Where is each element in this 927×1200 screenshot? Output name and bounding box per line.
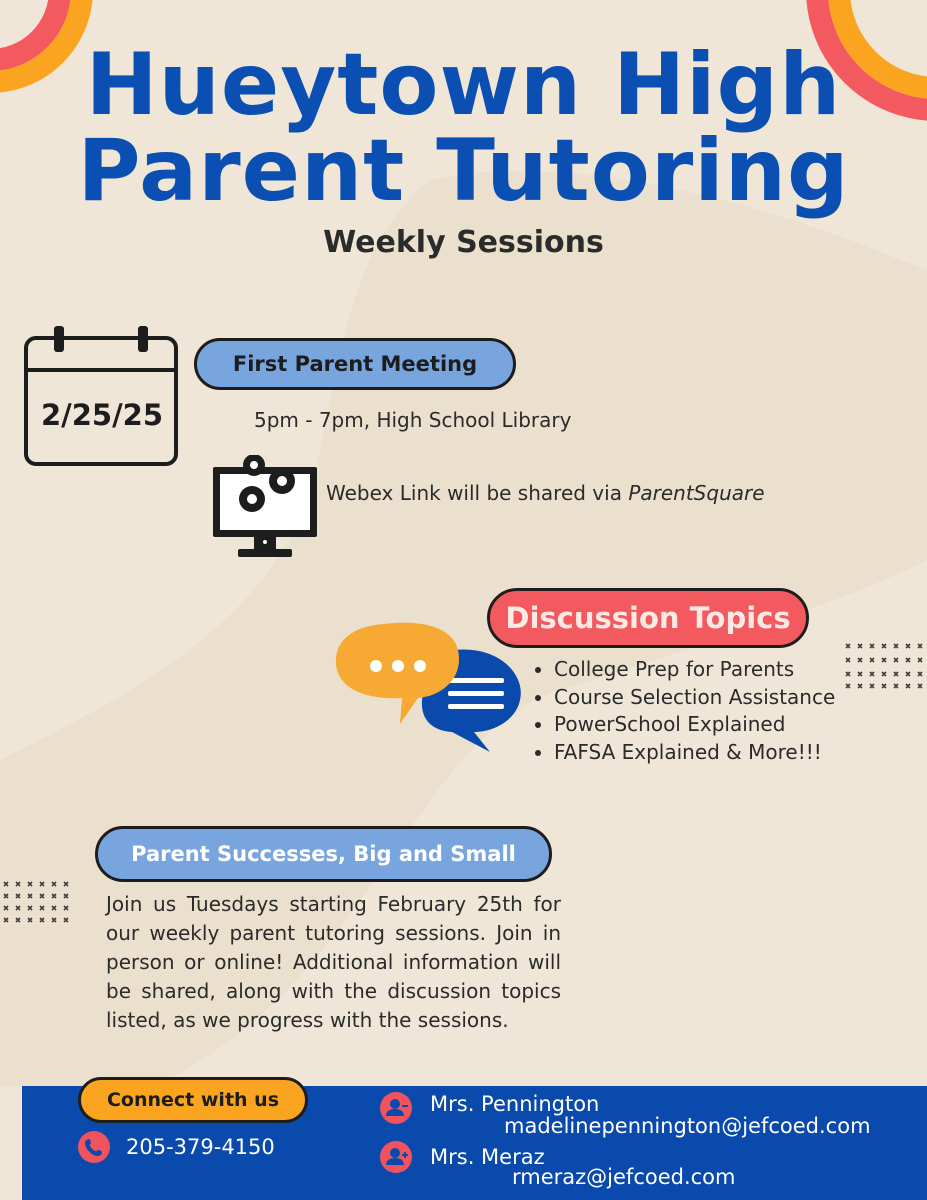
person-icon [380, 1141, 412, 1173]
webex-note-prefix: Webex Link will be shared via [326, 481, 629, 505]
calendar-date: 2/25/25 [40, 398, 164, 432]
topics-list [530, 656, 835, 766]
phone-icon [78, 1131, 110, 1163]
list-item: • FAFSA Explained & More!!! [554, 739, 835, 767]
title-line-1: Hueytown High [85, 35, 842, 135]
decorative-dot-grid [844, 642, 924, 690]
subtitle: Weekly Sessions [323, 225, 604, 260]
webex-note [326, 481, 765, 505]
title-line-2: Parent Tutoring [77, 121, 850, 221]
contact-name-meraz: Mrs. Meraz [430, 1145, 545, 1169]
contact-email-meraz[interactable]: rmeraz@jefcoed.com [512, 1165, 736, 1189]
computer-gears-icon [210, 455, 320, 561]
decorative-dot-grid [2, 880, 74, 928]
contact-name-pennington: Mrs. Pennington [430, 1092, 600, 1116]
list-item: • PowerSchool Explained [554, 711, 835, 739]
person-icon [380, 1092, 412, 1124]
parent-successes-pill: Parent Successes, Big and Small [95, 826, 552, 882]
meeting-time-place: 5pm - 7pm, High School Library [254, 408, 572, 432]
list-item: • Course Selection Assistance [554, 684, 835, 712]
phone-number[interactable]: 205-379-4150 [126, 1135, 275, 1159]
connect-with-us-pill: Connect with us [78, 1077, 308, 1123]
discussion-topics-pill: Discussion Topics [487, 588, 809, 648]
chat-bubbles-icon [334, 620, 526, 755]
contact-email-pennington[interactable]: madelinepennington@jefcoed.com [504, 1114, 871, 1138]
first-meeting-pill: First Parent Meeting [194, 338, 516, 390]
list-item: • College Prep for Parents [554, 656, 835, 684]
calendar-icon [22, 322, 182, 470]
description-paragraph: Join us Tuesdays starting February 25th for our weekly parent tutoring sessions. Join in person or online! Additional information will be shared, along with the discussion topics listed, as we progress with the sessions. [106, 892, 561, 1032]
webex-platform: ParentSquare [628, 481, 765, 505]
